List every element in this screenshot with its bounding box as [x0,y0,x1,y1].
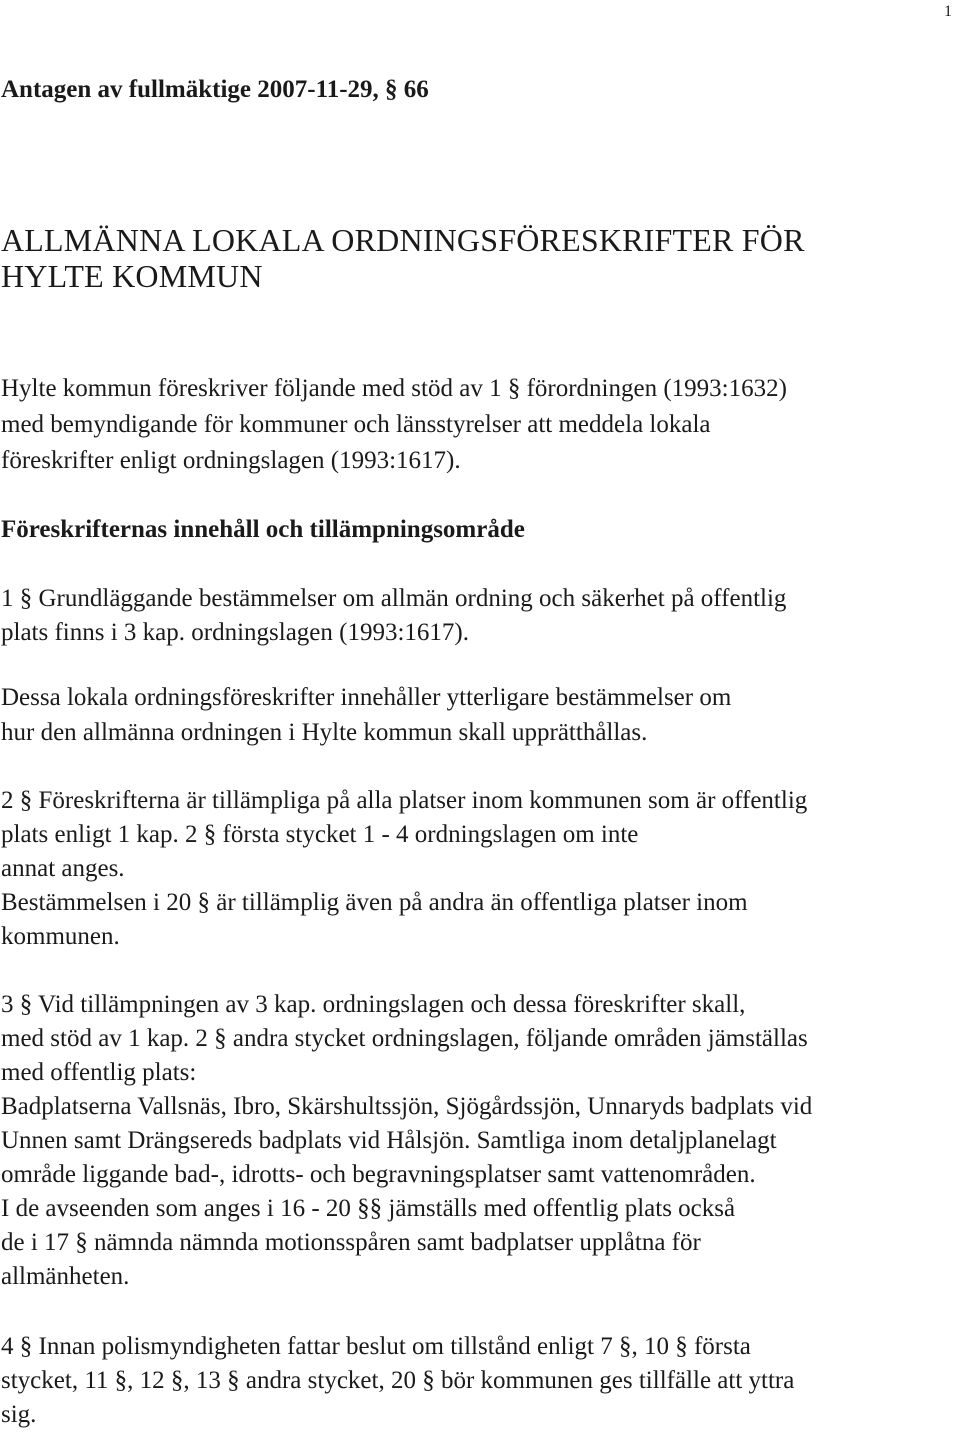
paragraph-3-line-1: 2 § Föreskrifterna är tillämpliga på alla platser inom kommunen som är offentlig [1,787,808,814]
paragraph-4-line-5: Unnen samt Drängsereds badplats vid Hålsjön. Samtliga inom detaljplanelagt [1,1127,777,1154]
adoption-note: Antagen av fullmäktige 2007-11-29, § 66 [1,76,429,103]
paragraph-5-line-1: 4 § Innan polismyndigheten fattar beslut om tillstånd enligt 7 §, 10 § första [1,1333,751,1360]
paragraph-4-line-8: de i 17 § nämnda nämnda motionsspåren samt badplatser upplåtna för [1,1229,701,1256]
intro-line-2: med bemyndigande för kommuner och länsstyrelser att meddela lokala [1,411,711,438]
paragraph-3-line-5: kommunen. [1,923,120,950]
paragraph-4-line-2: med stöd av 1 kap. 2 § andra stycket ordningslagen, följande områden jämställas [1,1025,808,1052]
document-title-line-1: ALLMÄNNA LOKALA ORDNINGSFÖRESKRIFTER FÖR [1,222,805,258]
paragraph-3-line-4: Bestämmelsen i 20 § är tillämplig även på andra än offentliga platser inom [1,889,748,916]
paragraph-4-line-6: område liggande bad-, idrotts- och begravningsplatser samt vattenområden. [1,1161,756,1188]
paragraph-1-line-1: 1 § Grundläggande bestämmelser om allmän ordning och säkerhet på offentlig [1,585,787,612]
paragraph-4-line-4: Badplatserna Vallsnäs, Ibro, Skärshultssjön, Sjögårdssjön, Unnaryds badplats vid [1,1093,813,1120]
paragraph-3-line-2: plats enligt 1 kap. 2 § första stycket 1 - 4 ordningslagen om inte [1,821,639,848]
paragraph-3-line-3: annat anges. [1,855,125,882]
paragraph-2-line-1: Dessa lokala ordningsföreskrifter innehåller ytterligare bestämmelser om [1,684,732,711]
paragraph-2-line-2: hur den allmänna ordningen i Hylte kommun skall upprätthållas. [1,719,648,746]
paragraph-5-line-2: stycket, 11 §, 12 §, 13 § andra stycket, 20 § bör kommunen ges tillfälle att yttra [1,1367,795,1394]
page-number: 1 [944,3,952,20]
paragraph-4-line-3: med offentlig plats: [1,1059,197,1086]
section-heading: Föreskrifternas innehåll och tillämpningsområde [1,516,525,543]
paragraph-4-line-1: 3 § Vid tillämpningen av 3 kap. ordningslagen och dessa föreskrifter skall, [1,991,746,1018]
paragraph-4-line-9: allmänheten. [1,1263,130,1290]
document-title-line-2: HYLTE KOMMUN [1,258,263,294]
intro-line-1: Hylte kommun föreskriver följande med stöd av 1 § förordningen (1993:1632) [1,375,787,402]
paragraph-1-line-2: plats finns i 3 kap. ordningslagen (1993:1617). [1,619,469,646]
intro-line-3: föreskrifter enligt ordningslagen (1993:1617). [1,447,461,474]
paragraph-5-line-3: sig. [1,1401,37,1428]
paragraph-4-line-7: I de avseenden som anges i 16 - 20 §§ jämställs med offentlig plats också [1,1195,736,1222]
